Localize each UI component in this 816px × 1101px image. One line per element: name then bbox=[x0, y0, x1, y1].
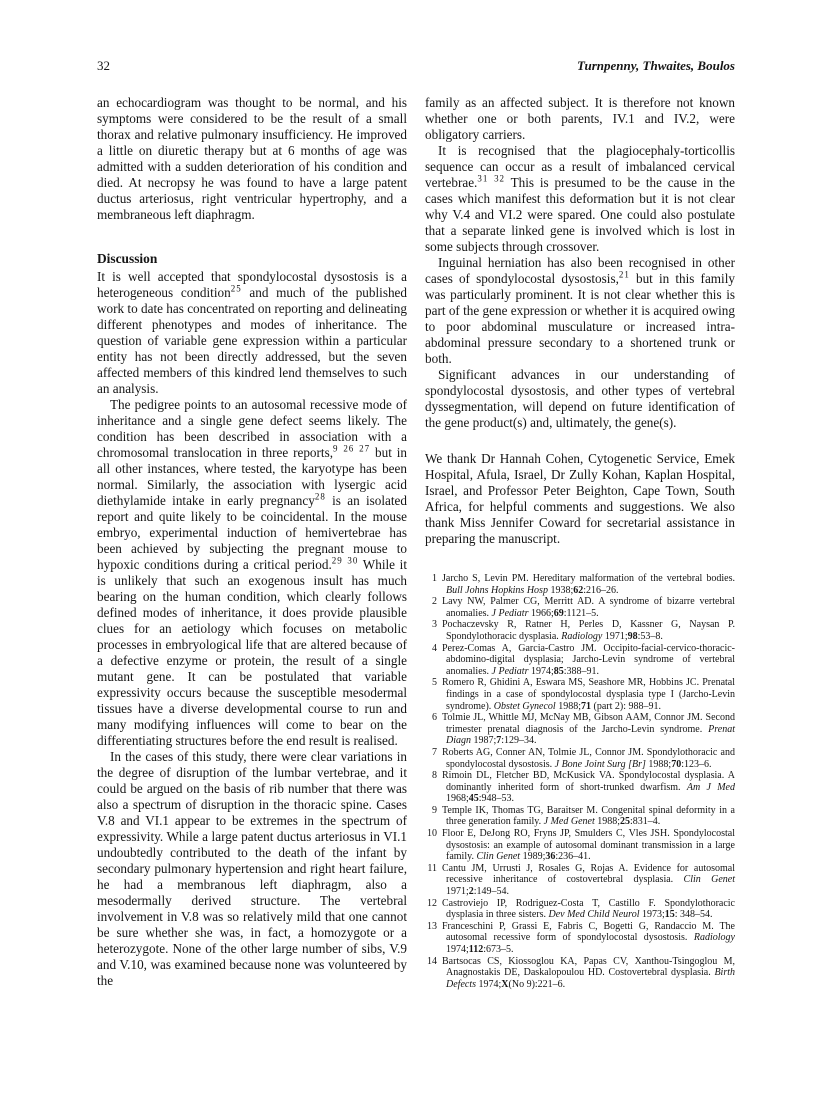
reference-number: 4 bbox=[432, 642, 437, 654]
reference-text: Temple IK, Thomas TG, Baraitser M. Congenital spinal deformity in a three generation family. J Med Genet 1988;25:831–4. bbox=[442, 804, 735, 828]
reference-item bbox=[425, 619, 735, 642]
reference-item bbox=[425, 863, 735, 898]
reference-text: Roberts AG, Conner AN, Tolmie JL, Connor JM. Spondylothoracic and spondylocostal dysostosis. J Bone Joint Surg [Br] 1988;70:123–6. bbox=[442, 746, 735, 770]
reference-number: 6 bbox=[432, 712, 437, 724]
reference-item bbox=[425, 573, 735, 596]
paragraph: It is recognised that the plagiocephaly-torticollis sequence can occur as a result of imbalanced cervical vertebrae.$^{31 32}$ This is presumed to be the cause in the cases which manifest this deformation but it is not clear why V.4 and VI.2 were spared. One could also postulate that a separate linked gene is involved which is lost in some subjects through crossover. bbox=[425, 143, 735, 254]
reference-text: Romero R, Ghidini A, Eswara MS, Seashore MR, Hobbins JC. Prenatal findings in a case of spondylocostal dysplasia type I (Jarcho-Levin syndrome). Obstet Gynecol 1988;71 (part 2): 988–91. bbox=[442, 677, 735, 712]
discussion-heading: Discussion bbox=[97, 251, 158, 266]
reference-number: 2 bbox=[432, 596, 437, 608]
reference-item bbox=[425, 921, 735, 956]
paragraph: The pedigree points to an autosomal recessive mode of inheritance and a single gene defect seems likely. The condition has been described in association with a chromosomal translocation in three reports,$^{9 26 27}$ but in all other instances, where tested, the karyotype has been normal. Similarly, the association with lysergic acid diethylamide intake in early pregnancy$^{28}$ is an isolated report and quite likely to be coincidental. In the mouse embryo, experimental induction of hemivertebrae has been achieved by subjecting the pregnant mouse to hypoxic conditions during a critical period.$^{29 30}$ While it is unlikely that such an exogenous insult has much bearing on the human condition, which clearly follows defined modes of inheritance, it does provide plausible clues for an aetiology which focuses on metabolic processes in embryological life that are altered because of a defective enzyme or protein, the result of a single mutant gene. It can be postulated that variable expressivity occurs because the susceptible mesodermal tissues have a diverse developmental course to run and many modifying influences will come to bear on the differentiating structures before the end result is realised. bbox=[97, 397, 408, 748]
acknowledgement: We thank Dr Hannah Cohen, Cytogenetic Service, Emek Hospital, Afula, Israel, Dr Zully Kohan, Kaplan Hospital, Israel, and Professor Peter Beighton, Cape Town, South Africa, for helpful comments and suggestions. We also thank Miss Jennifer Coward for secretarial assistance in preparing the manuscript. bbox=[425, 451, 735, 546]
reference-number: 3 bbox=[432, 619, 437, 631]
reference-text: Jarcho S, Levin PM. Hereditary malformation of the vertebral bodies. Bull Johns Hopkins Hosp 1938;62:216–26. bbox=[442, 573, 735, 596]
two-column-body bbox=[97, 95, 735, 990]
reference-item bbox=[425, 643, 735, 678]
reference-item bbox=[425, 805, 735, 828]
paragraph: It is well accepted that spondylocostal dysostosis is a heterogeneous condition$^{25}$ and much of the published work to date has concentrated on reporting and delineating different phenotypes and modes of inheritance. The question of variable gene expression within a particular entity has not been directly addressed, but the seven affected members of this kindred lend themselves to such an analysis. bbox=[97, 269, 407, 396]
reference-text: Franceschini P, Grassi E, Fabris C, Bogetti G, Randaccio M. The autosomal recessive form of spondylocostal dysostosis. Radiology 1974;112:673–5. bbox=[442, 920, 735, 955]
reference-item bbox=[425, 898, 735, 921]
reference-text: Lavy NW, Palmer CG, Merritt AD. A syndrome of bizarre vertebral anomalies. J Pediatr 1966;69:1121–5. bbox=[442, 596, 735, 619]
reference-list bbox=[425, 573, 735, 990]
reference-text: Tolmie JL, Whittle MJ, McNay MB, Gibson AAM, Connor JM. Second trimester prenatal diagnosis of the Jarcho-Levin syndrome. Prenat Diagn 1987;7:129–34. bbox=[442, 712, 735, 747]
reference-number: 11 bbox=[427, 862, 437, 874]
left-column bbox=[97, 95, 407, 990]
page-number: 32 bbox=[97, 58, 110, 73]
reference-number: 7 bbox=[432, 746, 437, 758]
reference-text: Bartsocas CS, Kiossoglou KA, Papas CV, Xanthou-Tsingoglou M, Anagnostakis DE, Daskalopoulou HD. Costovertebral dysplasia. Birth Defects 1974;X(No 9):221–6. bbox=[442, 955, 735, 990]
paragraph-intro-continuation: an echocardiogram was thought to be normal, and his symptoms were considered to be the result of a small thorax and relative pulmonary insufficiency. He improved a little on diuretic therapy but at 6 months of age was admitted with a sudden deterioration of his condition and died. At necropsy he was found to have a large patent ductus arteriosus, right ventricular hypertrophy, and a membraneous left diaphragm. bbox=[97, 95, 407, 222]
reference-text: Floor E, DeJong RO, Fryns JP, Smulders C, Vles JSH. Spondylocostal dysostosis: an example of autosomal dominant transmission in a large family. Clin Genet 1989;36:236–41. bbox=[442, 828, 735, 863]
reference-number: 13 bbox=[427, 920, 437, 932]
reference-item bbox=[425, 677, 735, 712]
right-column bbox=[425, 95, 735, 990]
reference-text: Rimoin DL, Fletcher BD, McKusick VA. Spondylocostal dysplasia. A dominantly inherited form of short-trunked dwarfism. Am J Med 1968;45:948–53. bbox=[442, 770, 735, 805]
reference-item bbox=[425, 596, 735, 619]
reference-number: 9 bbox=[432, 804, 437, 816]
reference-text: Pochaczevsky R, Ratner H, Perles D, Kassner G, Naysan P. Spondylothoracic dysplasia. Radiology 1971;98:53–8. bbox=[442, 619, 735, 642]
paragraph: In the cases of this study, there were clear variations in the degree of disruption of the lumbar vertebrae, and it could be argued on the basis of rib number that there was also a spectrum of disruption in the thoracic spine. Cases V.8 and VI.1 appear to be extremes in the spectrum of expressivity. While a large patent ductus arteriosus in VI.1 undoubtedly contributed to the death of the infant by secondary pulmonary hypertension and right heart failure, he had a membranous left diaphragm, also a mesodermally derived structure. The vertebral involvement in V.8 was so relatively mild that one cannot be sure whether she was, in fact, a homozygote or a heterozygote. None of the other large number of sibs, V.9 and V.10, was examined because none was volunteered by the bbox=[97, 749, 407, 988]
reference-item bbox=[425, 956, 735, 991]
paragraph-continuation: family as an affected subject. It is therefore not known whether one or both parents, IV.1 and IV.2, were obligatory carriers. bbox=[425, 95, 735, 142]
reference-item bbox=[425, 828, 735, 863]
running-head: Turnpenny, Thwaites, Boulos bbox=[577, 58, 735, 73]
reference-item bbox=[425, 712, 735, 747]
reference-number: 8 bbox=[432, 770, 437, 782]
reference-item bbox=[425, 747, 735, 770]
reference-item bbox=[425, 770, 735, 805]
page-header bbox=[97, 58, 735, 74]
reference-text: Perez-Comas A, Garcia-Castro JM. Occipito-facial-cervico-thoracic-abdomino-digital dysplasia; Jarcho-Levin syndrome of vertebral anomalies. J Pediatr 1974;85:388–91. bbox=[442, 642, 735, 677]
reference-number: 10 bbox=[427, 828, 437, 840]
reference-text: Cantu JM, Urrusti J, Rosales G, Rojas A. Evidence for autosomal recessive inheritance of costovertebral dysplasia. Clin Genet 1971;2:149–54. bbox=[442, 862, 735, 898]
reference-number: 12 bbox=[427, 897, 437, 909]
paragraph: Inguinal herniation has also been recognised in other cases of spondylocostal dysostosis,$^{21}$ but in this family was particularly prominent. It is not clear whether this is part of the gene expression or whether it is acquired owing to poor abdominal musculature or increased intra-abdominal pressure secondary to a shortened trunk or both. bbox=[425, 255, 735, 366]
reference-number: 1 bbox=[432, 573, 437, 584]
reference-number: 5 bbox=[432, 677, 437, 689]
reference-text: Castroviejo IP, Rodriguez-Costa T, Castillo F. Spondylothoracic dysplasia in three sisters. Dev Med Child Neurol 1973;15: 348–54. bbox=[442, 897, 735, 921]
reference-number: 14 bbox=[427, 955, 437, 967]
paragraph: Significant advances in our understanding of spondylocostal dysostosis, and other types of vertebral dyssegmentation, will depend on future identification of the gene product(s) and, ultimately, the gene(s). bbox=[425, 367, 735, 430]
